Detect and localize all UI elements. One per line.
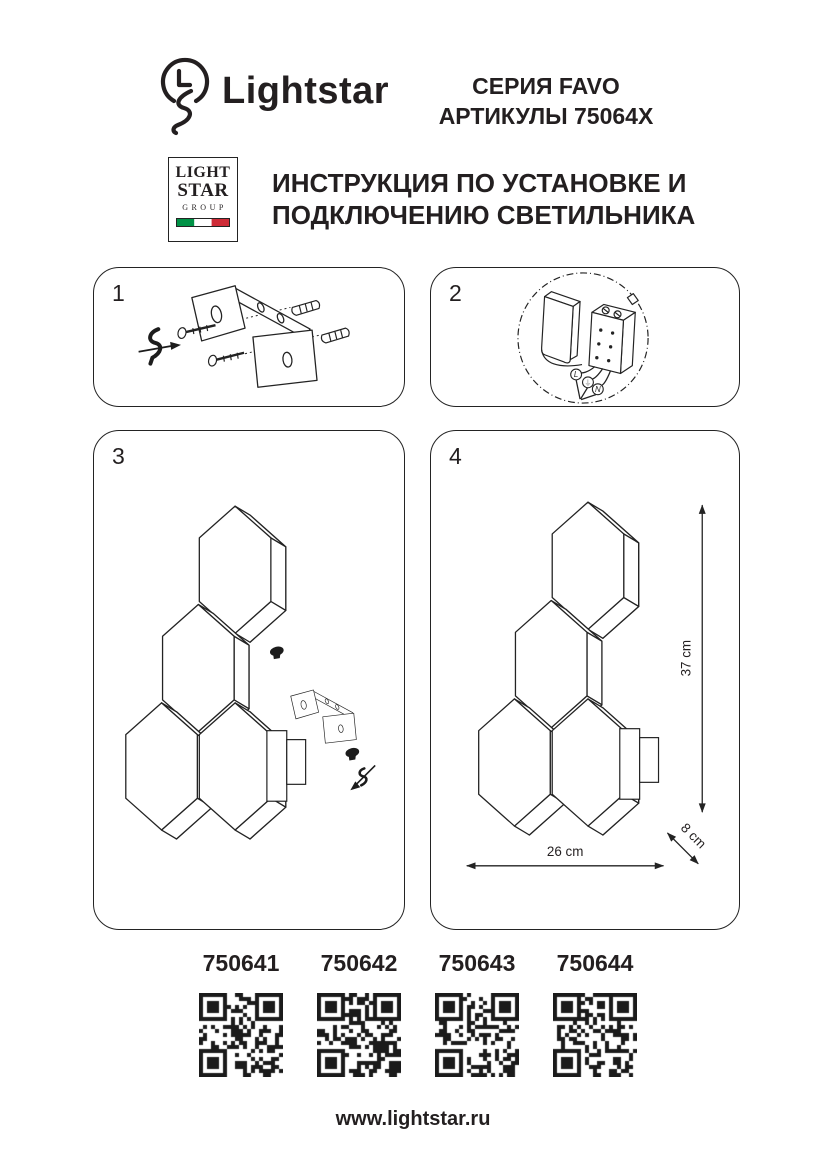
instruction-title	[272, 167, 695, 231]
qr-code-750642	[317, 993, 401, 1077]
width-dimension-label: 26 cm	[546, 843, 584, 859]
depth-dimension-label: 8 cm	[677, 820, 710, 852]
driver-cover-drawing	[542, 292, 582, 366]
fixture-dimensions-drawing	[431, 431, 739, 929]
step-4-panel	[430, 430, 740, 930]
step-number: 4	[449, 443, 462, 469]
group-logo-group: GROUP	[182, 203, 227, 212]
step-number: 1	[112, 280, 125, 306]
product-code: 750641	[202, 950, 280, 976]
qr-code-750641	[199, 993, 283, 1077]
step-number: 2	[449, 280, 462, 306]
mounting-bracket-drawing	[139, 286, 350, 388]
qr-code-750644	[553, 993, 637, 1077]
height-dimension-label: 37 cm	[678, 639, 694, 677]
instruction-title-line2: ПОДКЛЮЧЕНИЮ СВЕТИЛЬНИКА	[272, 200, 696, 230]
wall-connector-drawing	[620, 729, 659, 800]
product-column	[553, 950, 637, 1077]
product-column	[317, 950, 401, 1077]
instruction-title-line1: ИНСТРУКЦИЯ ПО УСТАНОВКЕ И	[272, 168, 687, 198]
lightstar-bulb-logo-icon	[158, 54, 220, 146]
bracket-mounting-drawing	[94, 268, 404, 406]
wire-label-live: L	[573, 370, 579, 380]
wall-connector-drawing	[267, 731, 306, 802]
brand-wordmark: Lightstar	[222, 70, 390, 112]
series-block	[413, 71, 679, 131]
product-codes-section	[0, 950, 826, 1077]
product-code: 750642	[320, 950, 398, 976]
fixture-assembly-drawing	[94, 431, 404, 929]
terminal-block-drawing	[589, 294, 638, 374]
italian-flag-icon	[176, 218, 230, 227]
product-code: 750643	[438, 950, 516, 976]
screw-in-icon	[139, 329, 181, 364]
product-column	[435, 950, 519, 1077]
qr-code-750643	[435, 993, 519, 1077]
step-number: 3	[112, 443, 125, 469]
series-title: СЕРИЯ FAVO	[472, 73, 620, 99]
group-logo-star: STAR	[177, 180, 229, 201]
wire-label-neutral: N	[594, 385, 601, 395]
step-3-panel	[93, 430, 405, 930]
wiring-connection-drawing	[431, 268, 739, 406]
product-code: 750644	[556, 950, 634, 976]
step-1-panel	[93, 267, 405, 407]
articles-title: АРТИКУЛЫ 75064X	[438, 103, 654, 129]
wire-labels	[571, 369, 604, 395]
step-2-panel	[430, 267, 740, 407]
group-logo-light: LIGHT	[175, 164, 231, 181]
lightstar-group-logo	[168, 157, 238, 242]
fixing-bracket-drawing	[291, 690, 357, 743]
wire-label-earth: ⏚	[584, 380, 592, 388]
product-column	[199, 950, 283, 1077]
website-url: www.lightstar.ru	[335, 1108, 491, 1130]
screw-in-icon	[350, 765, 375, 790]
